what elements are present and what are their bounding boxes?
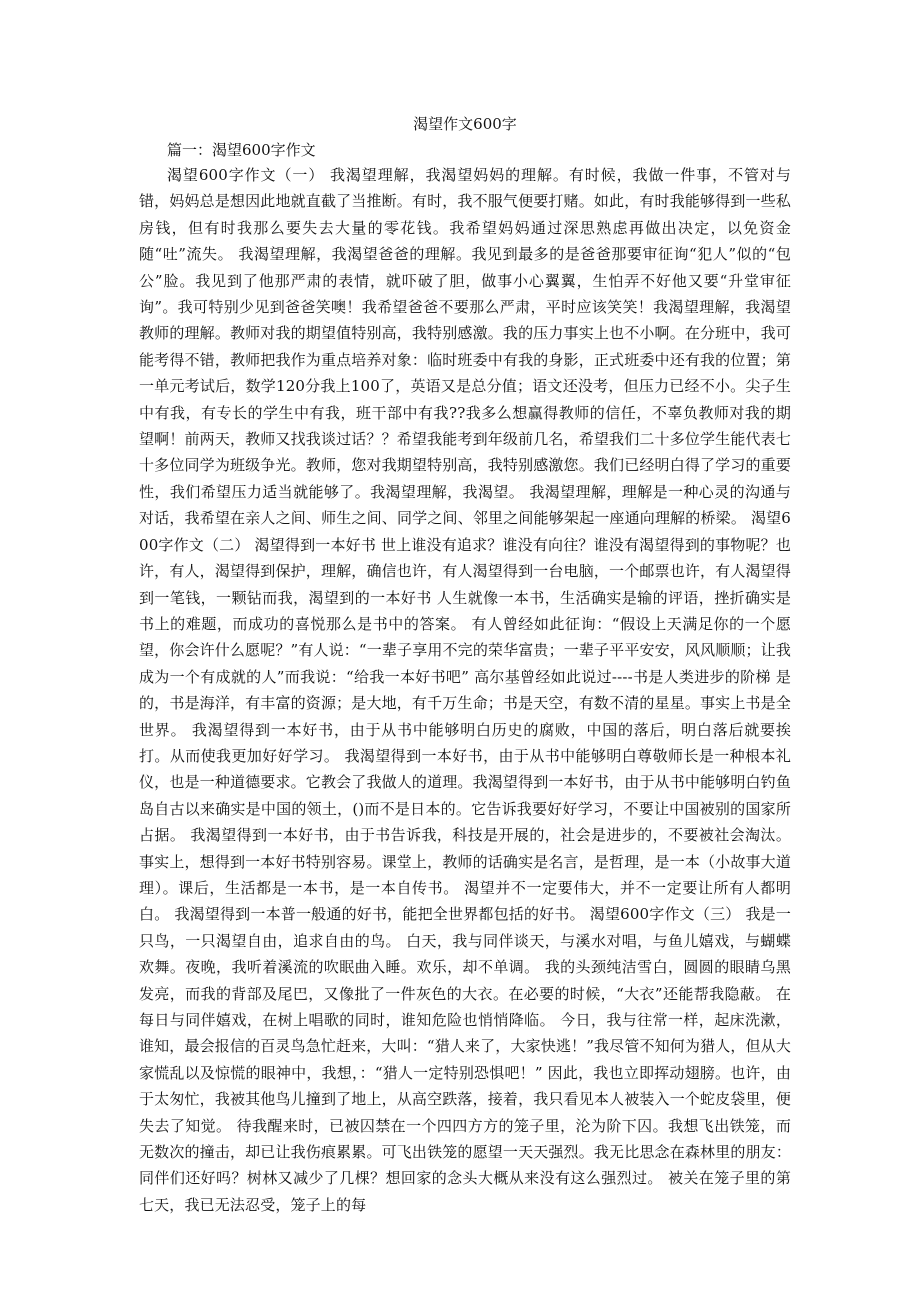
document-title: 渴望作文600字 <box>413 115 517 133</box>
body-paragraph: 渴望600字作文（一） 我渴望理解，我渴望妈妈的理解。有时候，我做一件事，不管对与错，妈妈总是想因此地就直截了当推断。有时，我不服气便要打赌。如此，有时我能够得到一些私房钱，但有时我那么要失去大量的零花钱。我希望妈妈通过深思熟虑再做出决定，以免资金随“吐”流失。 我渴望理解，我渴望爸爸的理解。我见到最多的是爸爸那要审征询“犯人”似的“包公”脸。我见到了他那严肃的表情，就吓破了胆，做事小心翼翼，生怕弄不好他又要“升堂审征询”。我可特别少见到爸爸笑噢！我希望爸爸不要那么严肃，平时应该笑笑！我渴望理解，我渴望教师的理解。教师对我的期望值特别高，我特别感激。我的压力事实上也不小啊。在分班中，我可能考得不错，教师把我作为重点培养对象：临时班委中有我的身影，正式班委中还有我的位置；第一单元考试后，数学120分我上100了，英语又是总分值；语文还没考，但压力已经不小。尖子生中有我，有专长的学生中有我，班干部中有我??我多么想赢得教师的信任，不辜负教师对我的期望啊！前两天，教师又找我谈过话？？希望我能考到年级前几名，希望我们二十多位学生能代表七十多位同学为班级争光。教师，您对我期望特别高，我特别感激您。我们已经明白得了学习的重要性，我们希望压力适当就能够了。我渴望理解，我渴望。 我渴望理解，理解是一种心灵的沟通与对话，我希望在亲人之间、师生之间、同学之间、邻里之间能够架起一座通向理解的桥梁。 渴望600字作文（二） 渴望得到一本好书 世上谁没有追求？谁没有向往？谁没有渴望得到的事物呢？也许，有人，渴望得到保护，理解，确信也许，有人渴望得到一台电脑，一个邮票也许，有人渴望得到一笔钱，一颗钻而我，渴望到的一本好书 人生就像一本书，生活确实是输的评语，挫折确实是书上的难题，而成功的喜悦那么是书中的答案。 有人曾经如此征询：“假设上天满足你的一个愿望，你会许什么愿呢？”有人说：“一辈子享用不完的荣华富贵；一辈子平平安安，风风顺顺；让我成为一个有成就的人”而我说：“给我一本好书吧” 高尔基曾经如此说过----书是人类进步的阶梯 是的，书是海洋，有丰富的资源；是大地，有千万生命；书是天空，有数不清的星星。事实上书是全世界。 我渴望得到一本好书，由于从书中能够明白历史的腐败，中国的落后，明白落后就要挨打。从而使我更加好好学习。 我渴望得到一本好书，由于从书中能够明白尊敬师长是一种根本礼仪，也是一种道德要求。它教会了我做人的道理。我渴望得到一本好书，由于从书中能够明白钓鱼岛自古以来确实是中国的领土，()而不是日本的。它告诉我要好好学习，不要让中国被别的国家所占据。 我渴望得到一本好书，由于书告诉我，科技是开展的，社会是进步的，不要被社会淘汰。 事实上，想得到一本好书特别容易。课堂上，教师的话确实是名言，是哲理，是一本（小故事大道理）。课后，生活都是一本书，是一本自传书。 渴望并不一定要伟大，并不一定要让所有人都明白。 我渴望得到一本普一般通的好书，能把全世界都包括的好书。 渴望600字作文（三） 我是一只鸟，一只渴望自由，追求自由的鸟。 白天，我与同伴谈天，与溪水对唱，与鱼儿嬉戏，与蝴蝶欢舞。夜晚，我听着溪流的吹眠曲入睡。欢乐，却不单调。 我的头颈纯洁雪白，圆圆的眼睛乌黑发亮，而我的背部及尾巴，又像批了一件灰色的大衣。在必要的时候，“大衣”还能帮我隐蔽。 在每日与同伴嬉戏，在树上唱歌的同时，谁知危险也悄悄降临。 今日，我与往常一样，起床洗漱，谁知，最会报信的百灵鸟急忙赶来，大叫：“猎人来了，大家快逃！”我尽管不知何为猎人，但从大家慌乱以及惊慌的眼神中，我想，：“猎人一定特别恐惧吧！” 因此，我也立即挥动翅膀。也许，由于太匆忙，我被其他鸟儿撞到了地上，从高空跌落，接着，我只看见本人被装入一个蛇皮袋里，便失去了知觉。 待我醒来时，已被囚禁在一个四四方方的笼子里，沦为阶下囚。我想飞出铁笼，而无数次的撞击，却已让我伤痕累累。可飞出铁笼的愿望一天天强烈。我无比思念在森林里的朋友：同伴们还好吗？树林又减少了几棵？想回家的念头大概从来没有这么强烈过。 被关在笼子里的第七天，我已无法忍受，笼子上的每 <box>139 166 791 1214</box>
section-heading: 篇一：渴望600字作文 <box>167 141 316 159</box>
document-page <box>139 112 791 1218</box>
